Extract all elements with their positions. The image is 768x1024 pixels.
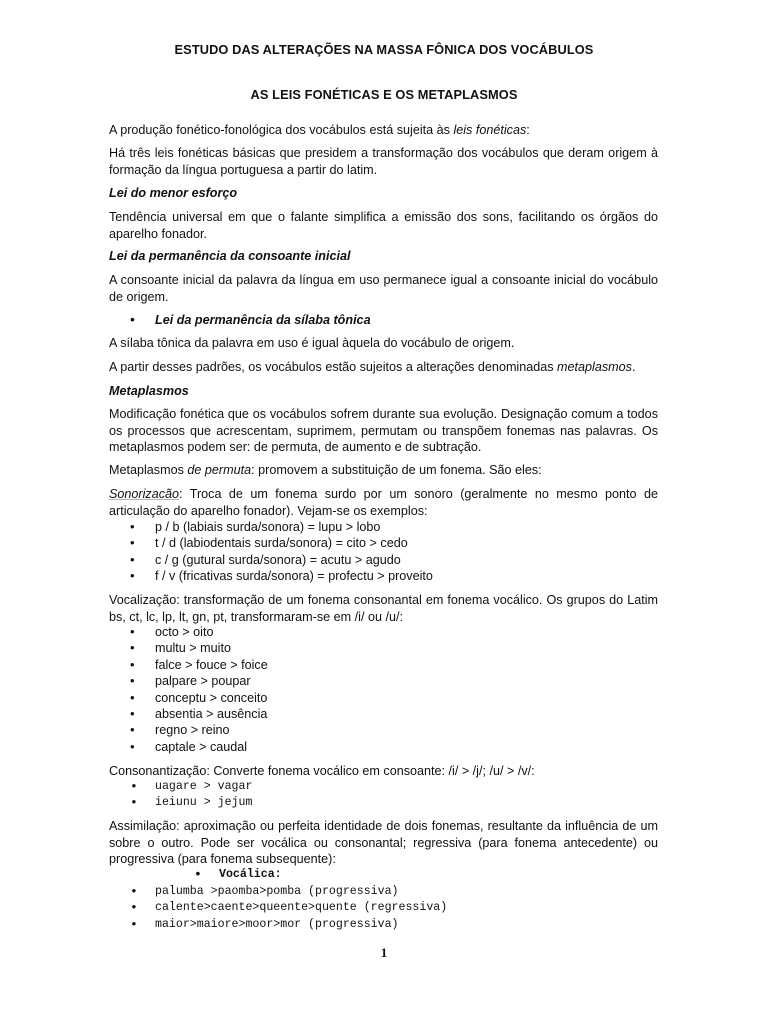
intro-paragraph [109,122,658,139]
list-item: • f / v (fricativas surda/sonora) = profectu > proveito [130,568,433,584]
list-item: • conceptu > conceito [130,690,268,706]
vocalica-label: • Vocálica: [194,867,282,883]
consonantizacao-paragraph: Consonantização: Converte fonema vocálico em consoante: /i/ > /j/; /u/ > /v/: [109,764,535,778]
sonorizacao-text: : Troca de um fonema surdo por um sonoro (geralmente no mesmo ponto de articulação do aparelho fonador). Vejam-se os exemplos: [109,487,658,518]
patterns-paragraph [109,359,658,376]
permuta-text: Metaplasmos [109,463,188,477]
list-item: • ieiunu > jejum [130,795,252,811]
page-number: 1 [380,945,388,960]
law3-text: A sílaba tônica da palavra em uso é igual àquela do vocábulo de origem. [109,336,515,350]
vocalizacao-list [130,624,268,755]
list-item: • t / d (labiodentais surda/sonora) = cito > cedo [130,535,433,551]
consonantizacao-list [130,779,252,812]
sonorizacao-list [130,519,433,585]
patterns-emphasis: metaplasmos [557,360,632,374]
list-item: • palpare > poupar [130,673,268,689]
document-heading: ESTUDO DAS ALTERAÇÕES NA MASSA FÔNICA DOS VOCÁBULOS [174,42,594,57]
vocalica-list [194,867,282,883]
intro-text: A produção fonético-fonológica dos vocábulos está sujeita às [109,123,454,137]
list-item: • absentia > ausência [130,706,268,722]
vocalizacao-paragraph: Vocalização: transformação de um fonema consonantal em fonema vocálico. Os grupos do Latim bs, ct, lc, lp, lt, gn, pt, transformaram-se em /i/ ou /u/: [109,593,658,624]
law1-text: Tendência universal em que o falante simplifica a emissão dos sons, facilitando os órgãos do aparelho fonador. [109,210,658,241]
list-item: • p / b (labiais surda/sonora) = lupu > lobo [130,519,433,535]
permuta-paragraph [109,462,658,479]
metaplasmos-title: Metaplasmos [109,384,189,398]
law3-title: • Lei da permanência da sílaba tônica [130,312,371,328]
list-item: • multu > muito [130,640,268,656]
assimilacao-list [130,884,447,933]
assimilacao-paragraph: Assimilação: aproximação ou perfeita identidade de dois fonemas, resultante da influência de um sobre o outro. Pode ser vocálica ou consonantal; regressiva (para fonema antecedente) ou progressiva (para fonema subsequente): [109,819,658,866]
patterns-punct: . [631,360,636,374]
list-item: • c / g (gutural surda/sonora) = acutu > agudo [130,552,433,568]
permuta-emphasis: de permuta [187,463,252,477]
law1-title: Lei do menor esforço [109,186,238,200]
sonorizacao-term: Sonorizacão [109,487,180,501]
list-item: • maior>maiore>moor>mor (progressiva) [130,917,447,933]
list-item: • octo > oito [130,624,268,640]
intro-emphasis: leis fonéticas [453,123,527,137]
list-item: • palumba >paomba>pomba (progressiva) [130,884,447,900]
law2-text: A consoante inicial da palavra da língua em uso permanece igual a consoante inicial do vocábulo de origem. [109,273,658,304]
list-item: • falce > fouce > foice [130,657,268,673]
law3-list [130,312,371,328]
document-subheading: AS LEIS FONÉTICAS E OS METAPLASMOS [250,87,518,102]
list-item: • uagare > vagar [130,779,252,795]
list-item: • regno > reino [130,722,268,738]
sonorizacao-paragraph [109,486,658,519]
laws-paragraph: Há três leis fonéticas básicas que presidem a transformação dos vocábulos que deram origem à formação da língua portuguesa a partir do latim. [109,146,658,177]
patterns-text: A partir desses padrões, os vocábulos estão sujeitos a alterações denominadas [109,360,558,374]
list-item: • calente>caente>queente>quente (regressiva) [130,900,447,916]
metaplasmos-text: Modificação fonética que os vocábulos sofrem durante sua evolução. Designação comum a todos os processos que acrescentam, suprimem, permutam ou transpõem fonemas nas palavras. Os metaplasmos podem ser: de permuta, de aumento e de subtração. [109,407,658,454]
list-item: • captale > caudal [130,739,268,755]
permuta-after: : promovem a substituição de um fonema. São eles: [251,463,542,477]
law2-title: Lei da permanência da consoante inicial [109,249,351,263]
intro-punct: : [526,123,530,137]
